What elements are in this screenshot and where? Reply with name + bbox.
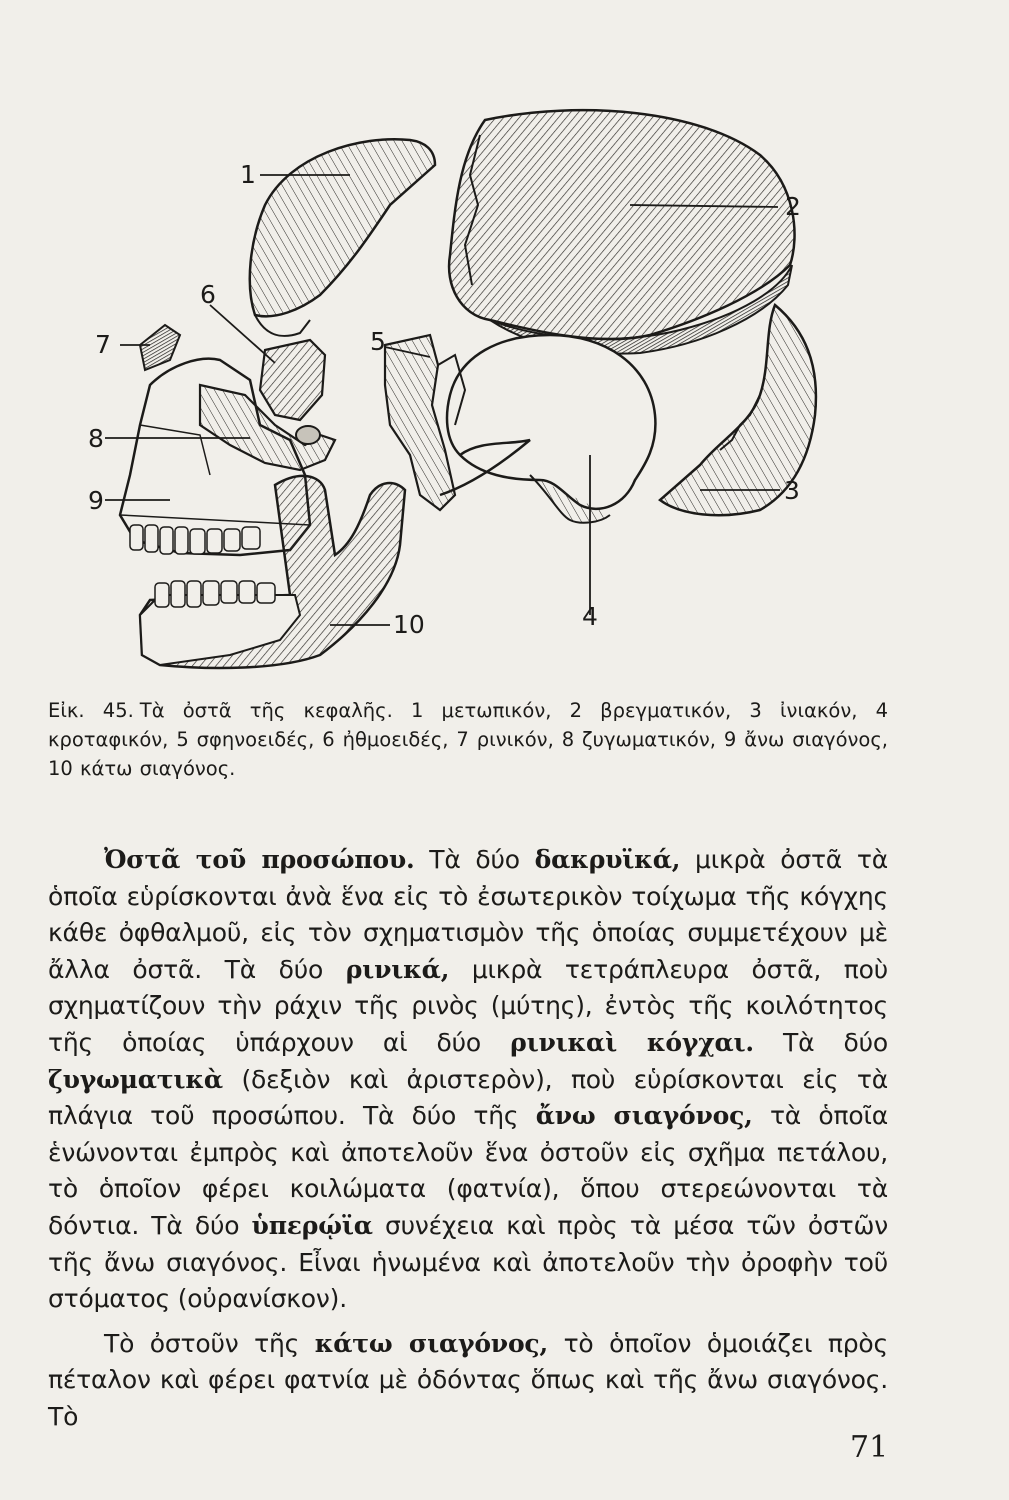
term-nasal-conchae: ρινικαὶ κόγχαι. [510, 1027, 754, 1057]
ethmoid-bone [260, 340, 325, 420]
body-text [48, 842, 888, 1436]
term-mandible: κάτω σιαγόνος, [314, 1328, 548, 1358]
label-8: 8 [88, 424, 104, 453]
term-nasal: ρινικά, [345, 954, 450, 984]
text-run: τὸ ὁποῖον ὁμοιάζει πρὸς πέταλον καὶ φέρει φατνία μὲ ὀδόντας ὅπως καὶ τῆς ἄνω σιαγόνος. Τὸ [48, 1328, 888, 1431]
text-run: μικρὰ ὀστᾶ τὰ ὁποῖα εὑρίσκονται ἀνὰ ἕνα εἰς τὸ ἐσωτερικὸν τοίχωμα τῆς κόγχης κάθε ὀφθαλμοῦ, εἰς τὸν σχηματισμὸν τῆς ὁποίας συμμετέχουν μὲ ἄλλα ὀστᾶ. Τὰ δύο [48, 845, 888, 984]
paragraph-face-bones [48, 842, 888, 1318]
text-run: Τὸ ὀστοῦν τῆς [104, 1328, 315, 1358]
term-lacrimal: δακρυϊκά, [534, 845, 681, 874]
term-palatine: ὑπερῴϊα [251, 1210, 373, 1240]
label-5: 5 [370, 327, 386, 356]
parietal-bone [449, 110, 794, 353]
frontal-bone [250, 139, 435, 336]
text-run: συνέχεια καὶ πρὸς τὰ μέσα τῶν ὀστῶν τῆς ἄνω σιαγόνος. Εἶναι ἡνωμένα καὶ ἀποτελοῦν τὴν ὀροφὴν τοῦ στόματος (οὐρανίσκον). [48, 1210, 889, 1314]
text-run: τὰ ὁποῖα ἑνώνονται ἐμπρὸς καὶ ἀποτελοῦν ἕνα ὀστοῦν εἰς σχῆμα πετάλου, τὸ ὁποῖον φέρει κοιλώματα (φατνία), ὅπου στερεώνονται τὰ δόντια. Τὰ δύο [48, 1101, 888, 1240]
text-run: Τὰ δύο [753, 1027, 888, 1057]
label-2: 2 [785, 192, 801, 221]
figure-caption [48, 696, 888, 783]
text-run: (δεξιὸν καὶ ἀριστερὸν), ποὺ εὑρίσκονται εἰς τὰ πλάγια τοῦ προσώπου. Τὰ δύο τῆς [48, 1064, 888, 1131]
figure-number: Εἰκ. 45. [48, 699, 134, 722]
label-6: 6 [200, 280, 216, 309]
exploded-skull-illustration [60, 95, 920, 695]
section-heading: Ὀστᾶ τοῦ προσώπου. [104, 845, 415, 874]
temporal-bone [440, 335, 655, 523]
label-1: 1 [240, 160, 256, 189]
skull-figure [60, 95, 920, 695]
label-9: 9 [88, 486, 104, 515]
label-3: 3 [784, 476, 800, 505]
term-maxilla: ἄνω σιαγόνος, [535, 1101, 753, 1131]
label-4: 4 [582, 602, 598, 631]
label-10: 10 [393, 610, 425, 639]
text-run: μικρὰ τετράπλευρα ὀστᾶ, ποὺ σχηματίζουν τὴν ράχιν τῆς ρινὸς (μύτης), ἐντὸς τῆς κοιλότητος τῆς ὁποίας ὑπάρχουν αἱ δύο [48, 954, 888, 1057]
nasal-bone [140, 325, 180, 370]
label-7: 7 [95, 330, 111, 359]
text-run: Τὰ δύο [414, 845, 535, 874]
term-zygomatic: ζυγωματικὰ [48, 1064, 223, 1094]
page-number: 71 [850, 1430, 889, 1465]
paragraph-mandible [48, 1326, 888, 1436]
caption-text: Τὰ ὀστᾶ τῆς κεφαλῆς. 1 μετωπικόν, 2 βρεγματικόν, 3 ἰνιακόν, 4 κροταφικόν, 5 σφηνοειδές, 6 ἠθμοειδές, 7 ρινικόν, 8 ζυγωματικόν, 9 ἄνω σιαγόνος, 10 κάτω σιαγόνος. [48, 699, 888, 780]
